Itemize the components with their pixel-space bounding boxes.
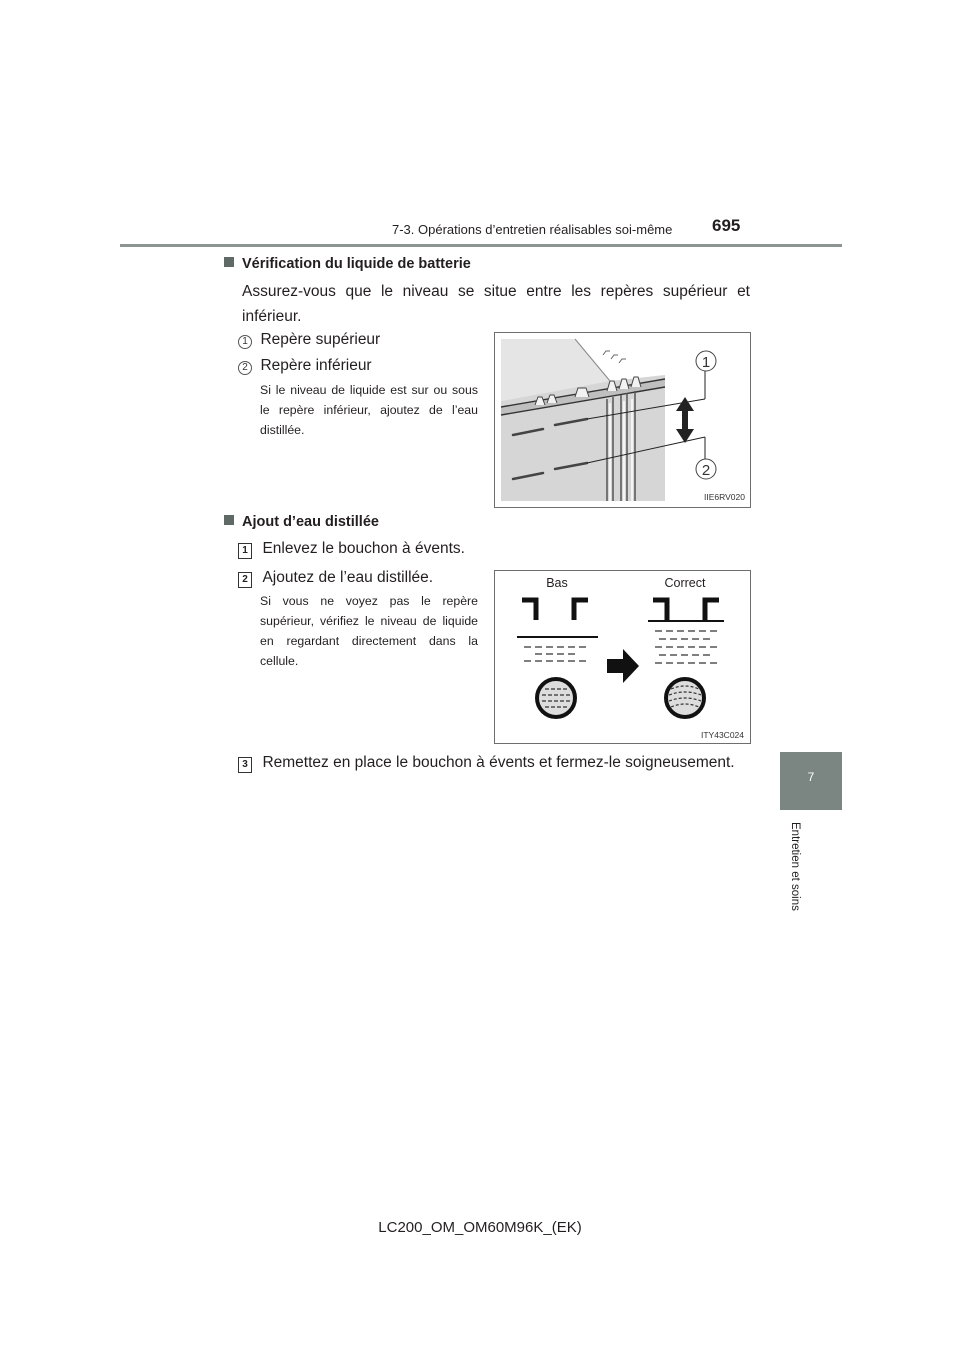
circled-number-icon: 1 bbox=[238, 335, 252, 349]
circled-number-icon: 2 bbox=[238, 361, 252, 375]
figure-code: ITY43C024 bbox=[701, 730, 744, 740]
battery-illustration bbox=[495, 333, 750, 507]
step-2 bbox=[238, 565, 538, 590]
step-number-badge: 1 bbox=[238, 543, 252, 559]
label-correct: Correct bbox=[664, 576, 706, 590]
chapter-tab-number: 7 bbox=[807, 770, 815, 784]
callout-lower: 2 bbox=[701, 462, 711, 479]
square-bullet-icon bbox=[224, 257, 234, 267]
legend-item-upper bbox=[238, 327, 478, 352]
legend-item-lower bbox=[238, 353, 478, 378]
step-number-badge: 2 bbox=[238, 572, 252, 588]
section-heading-distilled-water bbox=[224, 514, 379, 530]
label-low: Bas bbox=[546, 576, 568, 590]
step-1 bbox=[238, 536, 538, 561]
section-heading-battery-fluid bbox=[224, 256, 471, 272]
legend-label: Repère inférieur bbox=[260, 357, 372, 374]
header-divider bbox=[120, 244, 842, 247]
step-number-badge: 3 bbox=[238, 757, 252, 773]
legend-label: Repère supérieur bbox=[260, 331, 381, 348]
step-text: Remettez en place le bouchon à évents et fermez-le soigneusement. bbox=[262, 754, 735, 771]
header-section-title: 7-3. Opérations d’entretien réalisables soi-même bbox=[392, 222, 673, 237]
callout-upper: 1 bbox=[701, 354, 711, 371]
chapter-label-text: Entretien et soins bbox=[789, 822, 801, 911]
section-heading-text: Ajout d’eau distillée bbox=[242, 514, 379, 530]
figure-code: IIE6RV020 bbox=[704, 492, 745, 502]
page-number: 695 bbox=[712, 216, 741, 235]
fluid-level-illustration bbox=[495, 571, 750, 743]
chapter-label-vertical bbox=[786, 822, 806, 942]
footer-document-code: LC200_OM_OM60M96K_(EK) bbox=[378, 1219, 582, 1236]
battery-level-figure bbox=[494, 332, 751, 508]
note-check-level: Si vous ne voyez pas le repère supérieur, vérifiez le niveau de liquide en regardant directement dans la cellule. bbox=[260, 594, 478, 668]
step-text: Enlevez le bouchon à évents. bbox=[262, 540, 465, 557]
fluid-level-comparison-figure bbox=[494, 570, 751, 744]
section-heading-text: Vérification du liquide de batterie bbox=[242, 256, 471, 272]
square-bullet-icon bbox=[224, 515, 234, 525]
note-low-level: Si le niveau de liquide est sur ou sous le repère inférieur, ajoutez de l’eau distillée. bbox=[260, 383, 478, 437]
step-3 bbox=[238, 750, 778, 775]
step-text: Ajoutez de l’eau distillée. bbox=[262, 569, 434, 586]
intro-paragraph: Assurez-vous que le niveau se situe entre les repères supérieur et inférieur. bbox=[242, 283, 750, 325]
